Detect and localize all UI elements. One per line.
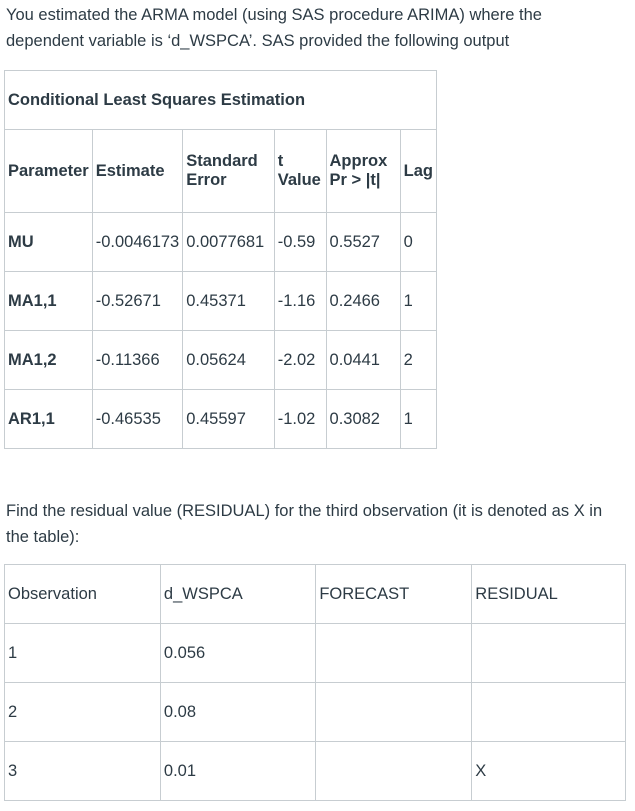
- cell-forecast: [316, 624, 472, 683]
- header-observation: Observation: [5, 565, 161, 624]
- cell-approx-pr: 0.5527: [326, 213, 400, 272]
- conditional-least-squares-table: [4, 70, 437, 449]
- cell-residual: [472, 683, 626, 742]
- header-standard-error: Standard Error: [183, 130, 274, 213]
- cell-lag: 0: [400, 213, 436, 272]
- cell-lag: 1: [400, 272, 436, 331]
- header-t-value: t Value: [274, 130, 326, 213]
- cell-d-wspca: 0.08: [160, 683, 315, 742]
- cell-parameter: MU: [5, 213, 93, 272]
- table-row: [5, 272, 437, 331]
- cell-lag: 2: [400, 331, 436, 390]
- header-lag: Lag: [400, 130, 436, 213]
- header-d-wspca: d_WSPCA: [160, 565, 315, 624]
- table-row: [5, 742, 626, 801]
- cell-parameter: AR1,1: [5, 390, 93, 449]
- cell-estimate: -0.46535: [92, 390, 183, 449]
- table-row: [5, 213, 437, 272]
- cell-t-value: -0.59: [274, 213, 326, 272]
- table-caption: Conditional Least Squares Estimation: [5, 71, 437, 130]
- cell-forecast: [316, 683, 472, 742]
- residual-table: [4, 564, 626, 801]
- cell-lag: 1: [400, 390, 436, 449]
- cell-observation: 2: [5, 683, 161, 742]
- cell-observation: 1: [5, 624, 161, 683]
- header-approx-pr: Approx Pr > |t|: [326, 130, 400, 213]
- cell-estimate: -0.11366: [92, 331, 183, 390]
- header-residual: RESIDUAL: [472, 565, 626, 624]
- table-row: [5, 390, 437, 449]
- cell-approx-pr: 0.3082: [326, 390, 400, 449]
- cell-residual: X: [472, 742, 626, 801]
- table-header-row: [5, 565, 626, 624]
- cell-parameter: MA1,2: [5, 331, 93, 390]
- cell-d-wspca: 0.056: [160, 624, 315, 683]
- cell-t-value: -1.02: [274, 390, 326, 449]
- cell-observation: 3: [5, 742, 161, 801]
- cell-forecast: [316, 742, 472, 801]
- cell-approx-pr: 0.2466: [326, 272, 400, 331]
- header-forecast: FORECAST: [316, 565, 472, 624]
- table-row: [5, 683, 626, 742]
- cell-standard-error: 0.05624: [183, 331, 274, 390]
- cell-t-value: -1.16: [274, 272, 326, 331]
- cell-standard-error: 0.45597: [183, 390, 274, 449]
- cell-residual: [472, 624, 626, 683]
- header-estimate: Estimate: [92, 130, 183, 213]
- table-row: [5, 624, 626, 683]
- intro-text: You estimated the ARMA model (using SAS procedure ARIMA) where the dependent variable is ‘d_WSPCA’. SAS provided the following output: [6, 6, 542, 50]
- cell-estimate: -0.52671: [92, 272, 183, 331]
- cell-standard-error: 0.45371: [183, 272, 274, 331]
- cell-d-wspca: 0.01: [160, 742, 315, 801]
- cell-parameter: MA1,1: [5, 272, 93, 331]
- question-text: Find the residual value (RESIDUAL) for the third observation (it is denoted as X in the table):: [6, 502, 603, 546]
- header-parameter: Parameter: [5, 130, 93, 213]
- table-row: [5, 331, 437, 390]
- cell-t-value: -2.02: [274, 331, 326, 390]
- cell-approx-pr: 0.0441: [326, 331, 400, 390]
- cell-estimate: -0.0046173: [92, 213, 183, 272]
- cell-standard-error: 0.0077681: [183, 213, 274, 272]
